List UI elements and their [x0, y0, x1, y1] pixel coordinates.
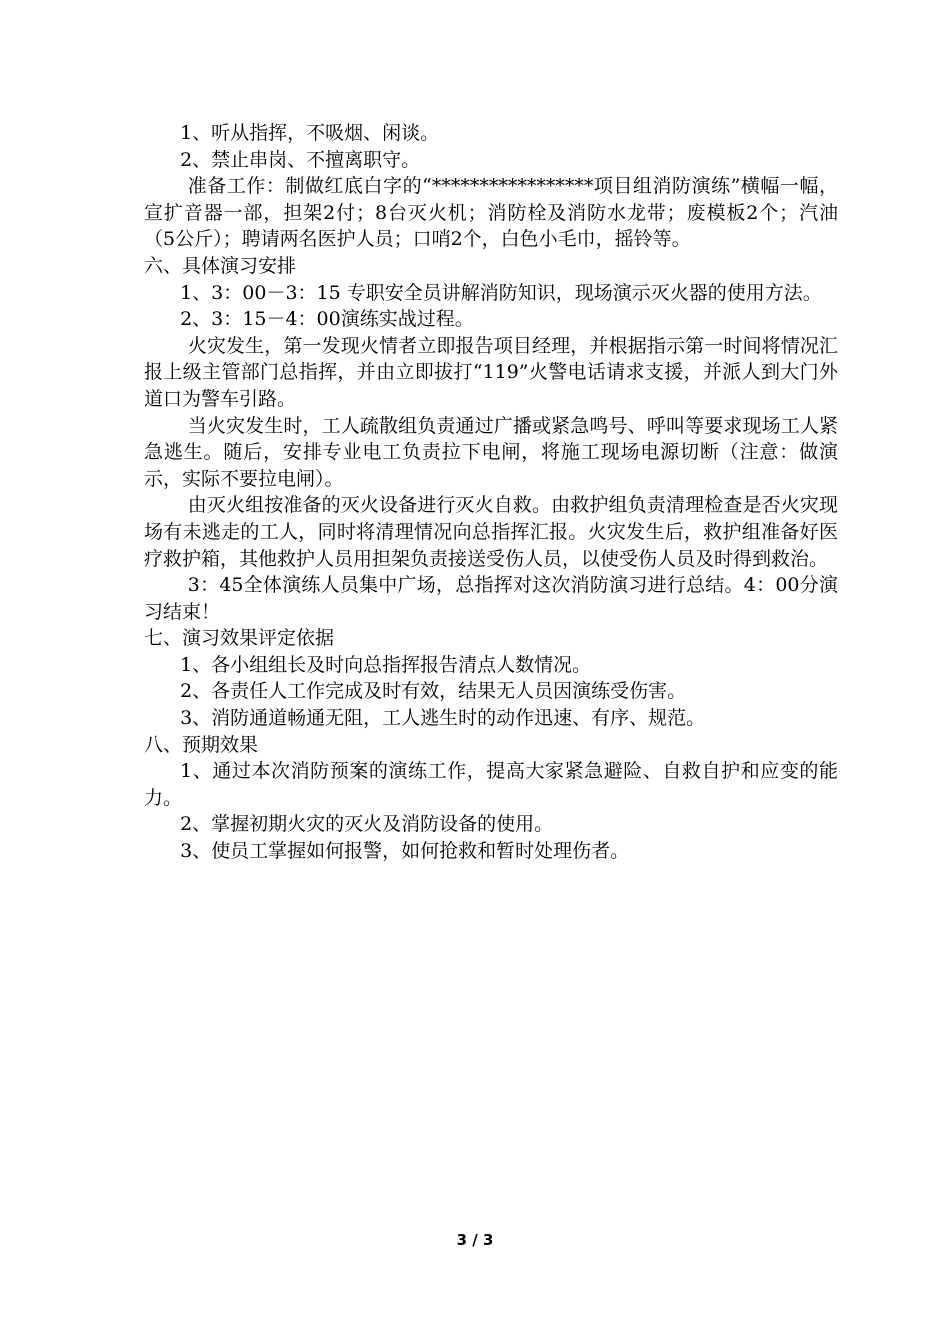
- paragraph: 准备工作：制做红底白字的“*****************项目组消防演练”横幅一幅，宣扩音器一部，担架2付；8台灭火机；消防栓及消防水龙带；废模板2个；汽油（5公斤）；聘请两名医护人员；口哨2个，白色小毛巾，摇铃等。: [144, 175, 838, 251]
- section-heading: 八、预期效果: [144, 733, 259, 756]
- page-number: 3 / 3: [456, 1231, 494, 1249]
- list-item: 3、消防通道畅通无阻，工人逃生时的动作迅速、有序、规范。: [180, 707, 706, 730]
- paragraph: 3：45全体演练人员集中广场，总指挥对这次消防演习进行总结。4：00分演习结束！: [144, 574, 838, 623]
- list-item: 2、掌握初期火灾的灭火及消防设备的使用。: [180, 813, 554, 836]
- paragraph: 由灭火组按准备的灭火设备进行灭火自救。由救护组负责清理检查是否火灾现场有未逃走的工人，同时将清理情况向总指挥汇报。火灾发生后，救护组准备好医疗救护箱，其他救护人员用担架负责接送受伤人员，以使受伤人员及时得到救治。: [144, 494, 838, 570]
- list-item: 1、3：00－3：15 专职安全员讲解消防知识，现场演示灭火器的使用方法。: [180, 281, 822, 304]
- paragraph: 火灾发生，第一发现火情者立即报告项目经理，并根据指示第一时间将情况汇报上级主管部门总指挥，并由立即拔打“119”火警电话请求支援，并派人到大门外道口为警车引路。: [144, 334, 838, 410]
- list-item: 1、各小组组长及时向总指挥报告清点人数情况。: [180, 653, 592, 676]
- list-item: 2、3：15－4：00演练实战过程。: [180, 308, 474, 331]
- list-item: 2、禁止串岗、不擅离职守。: [180, 148, 421, 171]
- section-heading: 六、具体演习安排: [144, 254, 297, 277]
- list-item: 1、通过本次消防预案的演练工作，提高大家紧急避险、自救自护和应变的能力。: [144, 760, 838, 809]
- list-item: 1、听从指挥，不吸烟、闲谈。: [180, 122, 440, 144]
- paragraph: 当火灾发生时，工人疏散组负责通过广播或紧急鸣号、呼叫等要求现场工人紧急逃生。随后，安排专业电工负责拉下电闸，将施工现场电源切断（注意：做演示，实际不要拉电闸）。: [144, 414, 838, 490]
- section-heading: 七、演习效果评定依据: [144, 627, 335, 650]
- list-item: 2、各责任人工作完成及时有效，结果无人员因演练受伤害。: [180, 680, 687, 703]
- document-body: [144, 120, 838, 865]
- list-item: 3、使员工掌握如何报警，如何抢救和暂时处理伤者。: [180, 840, 630, 863]
